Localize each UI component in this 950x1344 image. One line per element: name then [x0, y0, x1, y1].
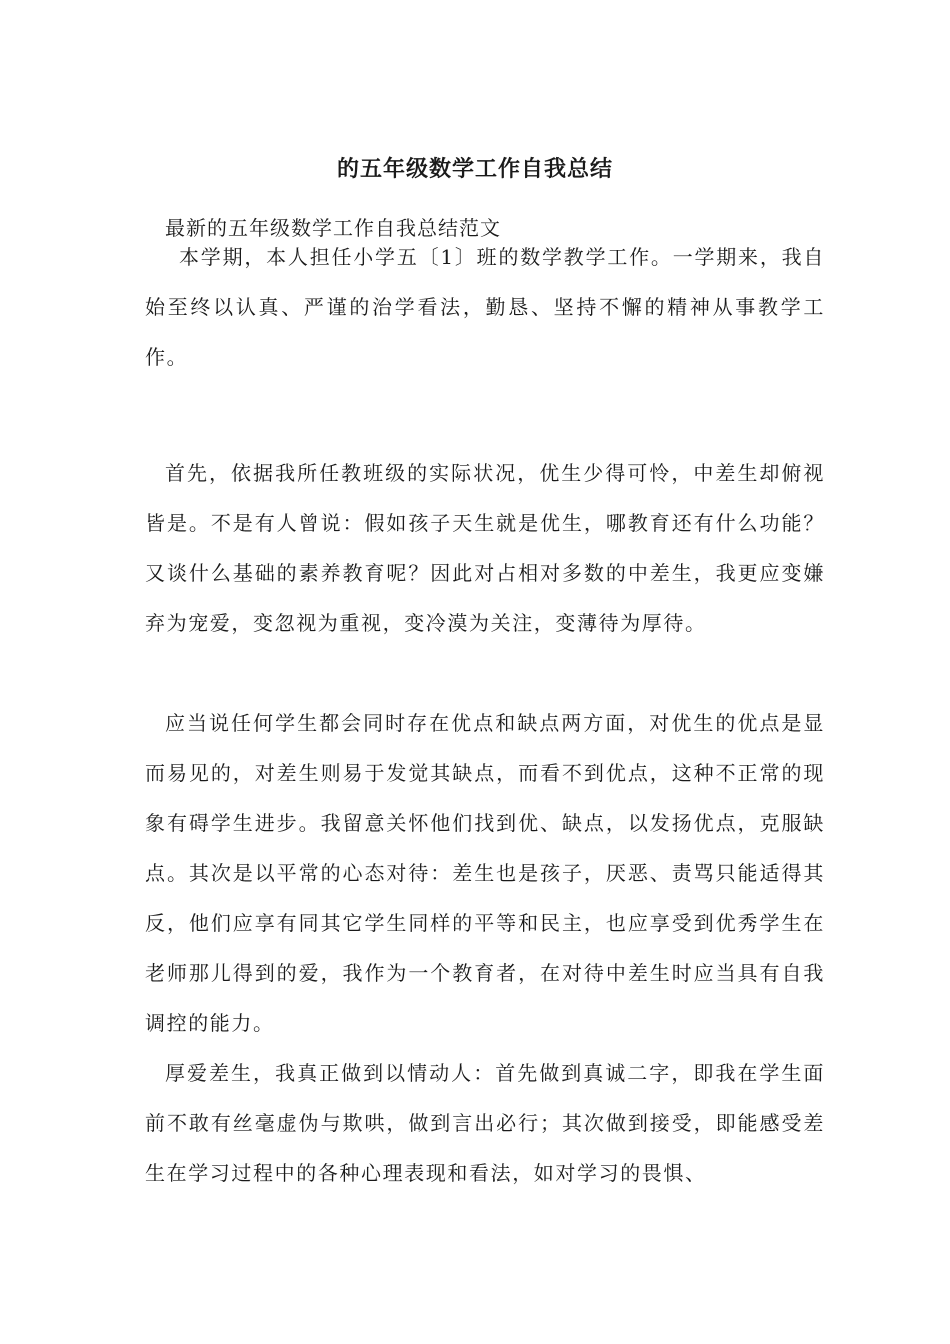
- paragraph-4: 厚爱差生，我真正做到以情动人：首先做到真诚二字，即我在学生面前不敢有丝毫虚伪与欺哄，做到言出必行；其次做到接受，即能感受差生在学习过程中的各种心理表现和看法，如对学习的畏惧、: [145, 1061, 825, 1185]
- document-subtitle: 最新的五年级数学工作自我总结范文: [165, 216, 501, 240]
- paragraph-2: 首先，依据我所任教班级的实际状况，优生少得可怜，中差生却俯视皆是。不是有人曾说：假如孩子天生就是优生，哪教育还有什么功能？又谈什么基础的素养教育呢？因此对占相对多数的中差生，我更应变嫌弃为宠爱，变忽视为重视，变冷漠为关注，变薄待为厚待。: [145, 461, 825, 635]
- document-title: 的五年级数学工作自我总结: [336, 157, 613, 182]
- paragraph-1: 本学期，本人担任小学五〔1〕班的数学教学工作。一学期来，我自始至终以认真、严谨的治学看法，勤恳、坚持不懈的精神从事教学工作。: [145, 245, 825, 369]
- paragraph-3: 应当说任何学生都会同时存在优点和缺点两方面，对优生的优点是显而易见的，对差生则易于发觉其缺点，而看不到优点，这种不正常的现象有碍学生进步。我留意关怀他们找到优、缺点，以发扬优点，克服缺点。其次是以平常的心态对待：差生也是孩子，厌恶、责骂只能适得其反，他们应享有同其它学生同样的平等和民主，也应享受到优秀学生在老师那儿得到的爱，我作为一个教育者，在对待中差生时应当具有自我调控的能力。: [145, 711, 825, 1035]
